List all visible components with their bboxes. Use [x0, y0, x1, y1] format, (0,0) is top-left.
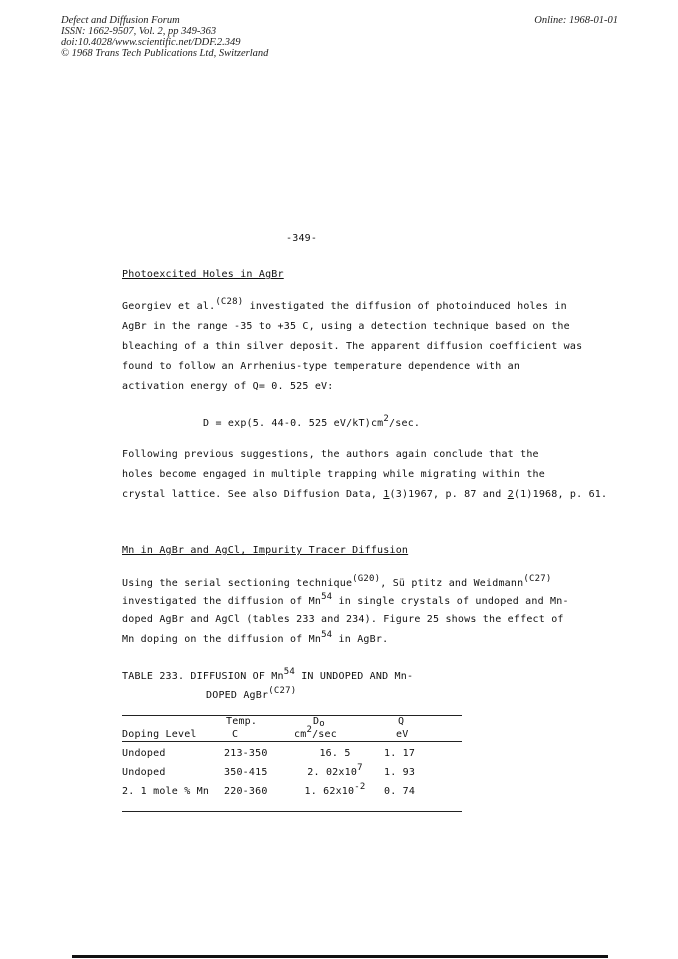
journal-name: Defect and Diffusion Forum — [61, 15, 180, 26]
header-temp-unit: C — [232, 729, 239, 740]
header-q-unit: eV — [396, 729, 409, 740]
online-date: Online: 1968-01-01 — [534, 15, 618, 26]
paragraph-line: AgBr in the range -35 to +35 C, using a detection technique based on the — [122, 321, 570, 332]
cell-temp: 213-350 — [224, 748, 268, 759]
paragraph-line: Georgiev et al.$^{(C28)}$ investigated the diffusion of photoinduced holes in — [122, 297, 567, 312]
header-q: Q — [398, 716, 405, 727]
copyright-line: © 1968 Trans Tech Publications Ltd, Switzerland — [61, 48, 269, 59]
paragraph-line: doped AgBr and AgCl (tables 233 and 234). Figure 25 shows the effect of — [122, 614, 564, 625]
paragraph-line: holes become engaged in multiple trapping while migrating within the — [122, 469, 545, 480]
paragraph-line: Following previous suggestions, the authors again conclude that the — [122, 449, 539, 460]
paragraph-line: activation energy of Q= 0. 525 eV: — [122, 381, 334, 392]
cell-doping-level: Undoped — [122, 748, 166, 759]
paragraph-line: found to follow an Arrhenius-type temperature dependence with an — [122, 361, 521, 372]
paragraph-line: crystal lattice. See also Diffusion Data, 1(3)1967, p. 87 and 2(1)1968, p. 61. — [122, 489, 608, 500]
cell-doping-level: 2. 1 mole % Mn — [122, 786, 210, 797]
cell-d0: 16. 5 — [319, 748, 351, 759]
diffusion-equation: D = exp(5. 44-0. 525 $eV/kT)cm^2/\sec$. — [203, 414, 421, 429]
table-caption-continued: DOPED AgBr$^{(C27)}$ — [206, 686, 297, 701]
section-title-mn-diffusion: Mn in AgBr and AgCl, Impurity Tracer Diffusion — [122, 545, 409, 556]
page-number: -349- — [286, 233, 318, 244]
doi-line: doi:10.4028/www.scientific.net/DDF.2.349 — [61, 37, 241, 48]
table-header-rule — [122, 741, 462, 742]
paragraph-line: bleaching of a thin silver deposit. The apparent diffusion coefficient was — [122, 341, 583, 352]
cell-doping-level: Undoped — [122, 767, 166, 778]
cell-q: 0. 74 — [384, 786, 416, 797]
header-d0-unit: $cm^2/\sec$ — [294, 725, 337, 740]
cell-temp: 220-360 — [224, 786, 268, 797]
diffusion-table — [122, 744, 462, 801]
table-row — [122, 744, 462, 763]
cell-d0: 2. $02x10^7$ — [307, 763, 363, 778]
page-bottom-border — [72, 955, 608, 958]
section-title-photoexcited-holes: Photoexcited Holes in AgBr — [122, 269, 284, 280]
header-doping-level: Doping Level — [122, 729, 197, 740]
table-top-rule — [122, 715, 462, 716]
header-temp: Temp. — [226, 716, 258, 727]
header-d0: $D_o$ — [313, 716, 325, 729]
paragraph-line: investigated the diffusion of Mn$^{54}$ in single crystals of undoped and Mn- — [122, 592, 569, 607]
paragraph-line: Mn doping on the diffusion of Mn$^{54}$ in AgBr. — [122, 630, 389, 645]
cell-q: 1. 93 — [384, 767, 416, 778]
table-row — [122, 763, 462, 782]
paragraph-line: Using the serial sectioning technique$^{(G20)}$, Sü ptitz and Weidmann$^{(C27)}$ — [122, 574, 552, 589]
table-caption: TABLE 233. DIFFUSION OF Mn$^{54}$ IN UNDOPED AND Mn- — [122, 667, 414, 682]
table-bottom-rule — [122, 811, 462, 812]
table-row — [122, 782, 462, 801]
cell-d0: 1. $62x10^{-2}$ — [304, 782, 366, 797]
issn-line: ISSN: 1662-9507, Vol. 2, pp 349-363 — [61, 26, 217, 37]
cell-q: 1. 17 — [384, 748, 416, 759]
journal-header — [61, 15, 268, 59]
cell-temp: 350-415 — [224, 767, 268, 778]
